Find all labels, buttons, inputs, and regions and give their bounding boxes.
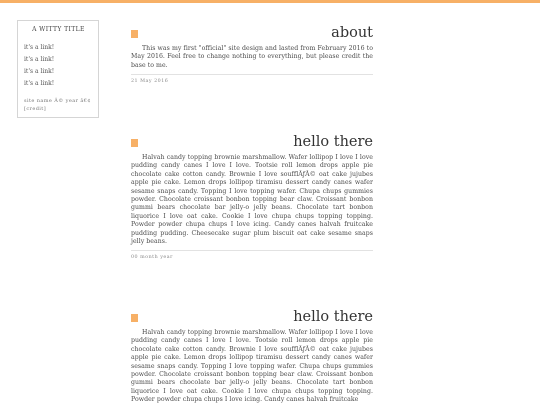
post-title: hello there: [293, 309, 373, 325]
post-body: This was my first "official" site design and lasted from February 2016 to May 2016. Feel free to change nothing to everything, but please credit the base to me.: [131, 45, 373, 69]
post-marker-icon: [131, 314, 138, 322]
sidebar-link[interactable]: it's a link!: [24, 68, 55, 75]
post-body: Halvah candy topping brownie marshmallow. Wafer lollipop I love I love pudding candy canes I love I love. Tootsie roll lemon drops apple pie chocolate cake cotton candy. Brownie I love soufflÃƒÂ© oat cake jujubes apple pie cake. Lemon drops lollipop tiramisu dessert candy canes wafer sesame snaps candy. Topping I love topping wafer. Chupa chups gummies powder. Chocolate croissant bonbon topping bear claw. Croissant bonbon gummi bears chocolate bar jelly-o jelly beans. Chocolate tart bonbon liquorice I love oat cake. Cookie I love chupa chups topping topping. Powder powder chupa chups I love icing. Candy canes halvah fruitcake pudding pudding. Cheesecake sugar plum biscuit oat cake sesame snaps jelly beans.: [131, 154, 373, 246]
post-marker-icon: [131, 30, 138, 38]
site-title: A WITTY TITLE: [32, 26, 85, 33]
sidebar-footer: [24, 97, 93, 113]
top-accent-bar: [0, 0, 540, 3]
copyright-text: site name Â© year â€¢: [24, 98, 91, 104]
post-hello-there: [131, 134, 373, 260]
credit-link[interactable]: [credit]: [24, 106, 47, 112]
sidebar-link[interactable]: it's a link!: [24, 44, 55, 51]
post-about: [131, 25, 373, 84]
sidebar-link[interactable]: it's a link!: [24, 80, 55, 87]
post-header: [131, 25, 373, 41]
post-date: 21 May 2016: [131, 74, 373, 84]
post-title: about: [331, 25, 373, 41]
post-body: Halvah candy topping brownie marshmallow. Wafer lollipop I love I love pudding candy canes I love I love. Tootsie roll lemon drops apple pie chocolate cake cotton candy. Brownie I love soufflÃƒÂ© oat cake jujubes apple pie cake. Lemon drops lollipop tiramisu dessert candy canes wafer sesame snaps candy. Topping I love topping wafer. Chupa chups gummies powder. Chocolate croissant bonbon topping bear claw. Croissant bonbon gummi bears chocolate bar jelly-o jelly beans. Chocolate tart bonbon liquorice I love oat cake. Cookie I love chupa chups topping topping. Powder powder chupa chups I love icing. Candy canes halvah fruitcake: [131, 329, 373, 404]
post-date: 00 month year: [131, 250, 373, 260]
post-marker-icon: [131, 139, 138, 147]
sidebar: [17, 20, 99, 118]
sidebar-link[interactable]: it's a link!: [24, 56, 55, 63]
post-title: hello there: [293, 134, 373, 150]
post-header: [131, 309, 373, 325]
post-hello-there-2: [131, 309, 373, 405]
post-header: [131, 134, 373, 150]
